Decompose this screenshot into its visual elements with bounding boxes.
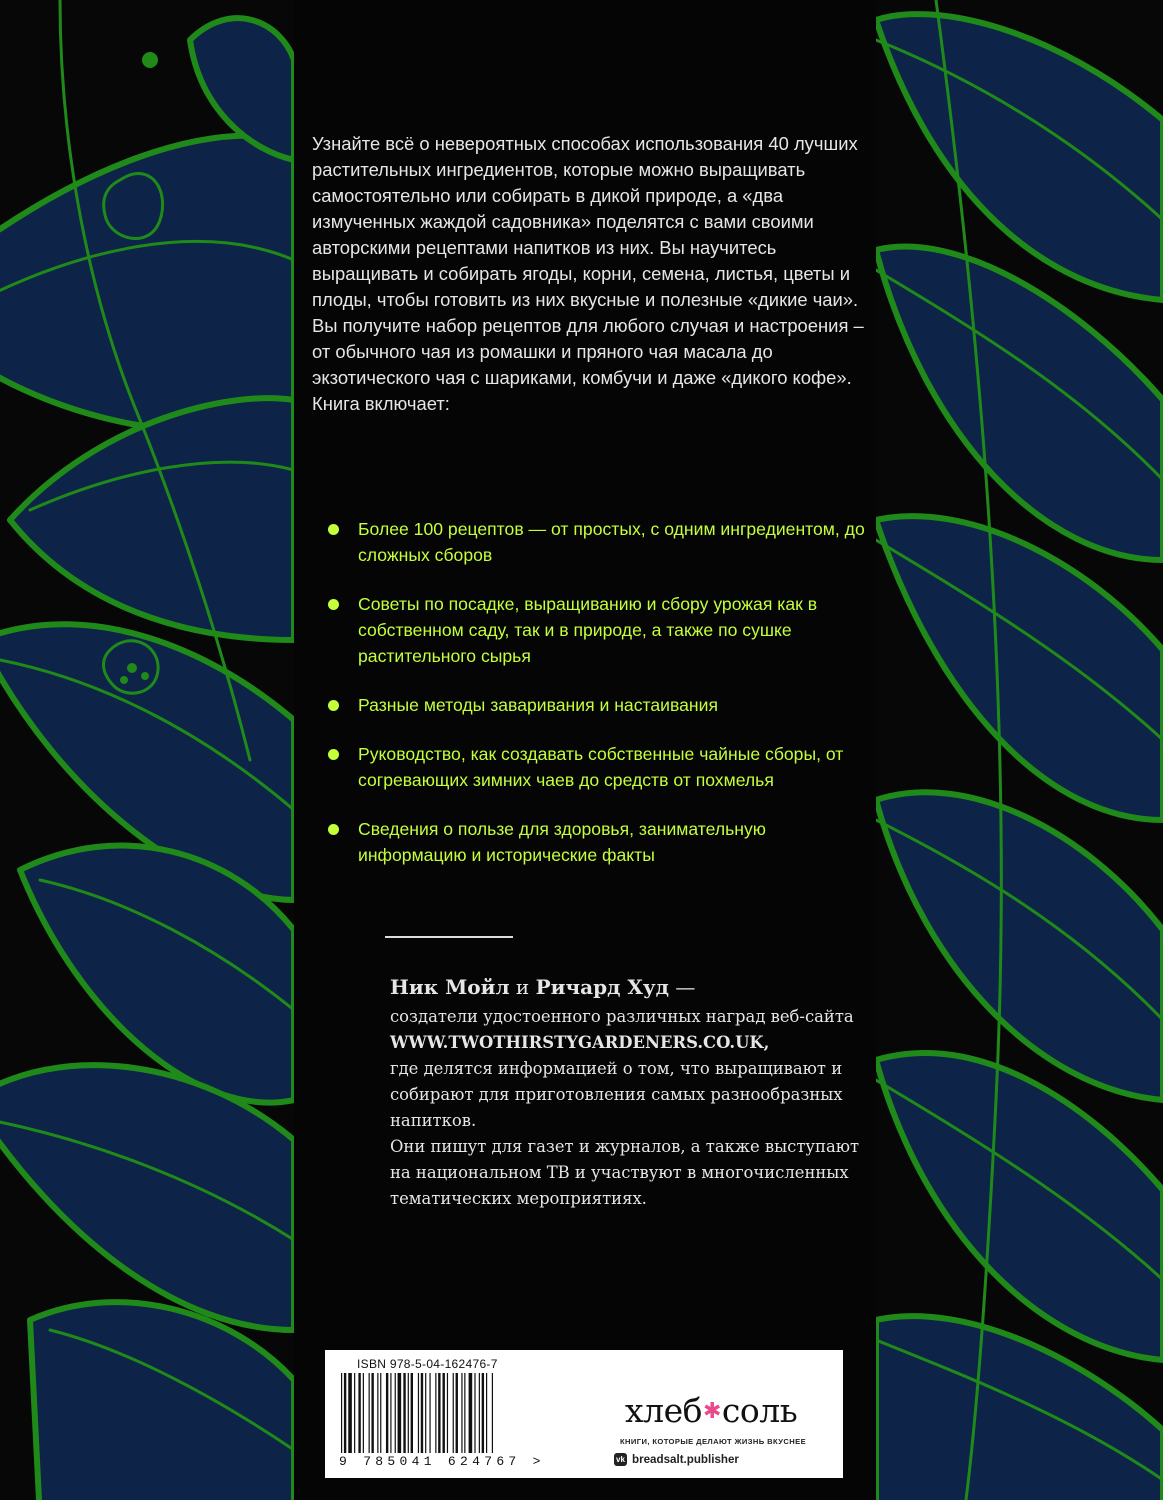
logo-word-left: хлеб bbox=[625, 1391, 702, 1430]
vk-icon: vk bbox=[614, 1453, 627, 1466]
authors-conjunction: и bbox=[509, 975, 536, 999]
authors-bio-text: Они пишут для газет и журналов, а также выступают на национальном ТВ и участвуют в многочисленных тематических мероприятиях. bbox=[390, 1137, 860, 1208]
feature-item: Советы по посадке, выращиванию и сбору урожая как в собственном саду, так и в природе, а также по сушке растительного сырья bbox=[328, 591, 868, 669]
description-paragraph-2: Вы получите набор рецептов для любого случая и настроения – от обычного чая из ромашки и пряного чая масала до экзотического чая с шариками, комбучи и даже «дикого кофе». Книга включает: bbox=[312, 315, 864, 414]
barcode bbox=[339, 1373, 564, 1453]
botanical-art-right bbox=[876, 0, 1163, 1500]
description-paragraph-1: Узнайте всё о невероятных способах использования 40 лучших растительных ингредиентов, которые можно выращивать самостоятельно или собирать в дикой природе, а «два измученных жаждой садовника» поделятся с вами своими авторскими рецептами напитков из них. Вы научитесь выращивать и собирать ягоды, корни, семена, листья, цветы и плоды, чтобы готовить из них вкусные и полезные «дикие чаи». bbox=[312, 133, 859, 310]
feature-item: Разные методы заваривания и настаивания bbox=[328, 692, 868, 718]
authors-bio bbox=[390, 972, 860, 1212]
divider bbox=[385, 936, 513, 938]
flower-icon: ✱ bbox=[702, 1399, 721, 1424]
logo-word-right: соль bbox=[721, 1391, 798, 1430]
isbn-number: ISBN 978-5-04-162476-7 bbox=[357, 1357, 498, 1371]
description bbox=[312, 131, 868, 417]
feature-item: Сведения о пользе для здоровья, занимательную информацию и исторические факты bbox=[328, 816, 868, 868]
author-name: Ричард Худ bbox=[535, 975, 670, 999]
publisher-tagline: КНИГИ, КОТОРЫЕ ДЕЛАЮТ ЖИЗНЬ ВКУСНЕЕ bbox=[620, 1437, 807, 1446]
publisher-social[interactable] bbox=[614, 1453, 739, 1466]
feature-item: Более 100 рецептов — от простых, с одним ингредиентом, до сложных сборов bbox=[328, 516, 868, 568]
features-list bbox=[328, 516, 868, 868]
publisher-logo bbox=[625, 1391, 797, 1430]
authors-names bbox=[390, 972, 860, 1002]
authors-dash: — bbox=[669, 975, 696, 999]
feature-item: Руководство, как создавать собственные чайные сборы, от согревающих зимних чаев до средств от похмелья bbox=[328, 741, 868, 793]
authors-bio-text: где делятся информацией о том, что выращивают и собирают для приготовления самых разнообразных напитков. bbox=[390, 1059, 843, 1130]
website-link[interactable]: WWW.TWOTHIRSTYGARDENERS.CO.UK, bbox=[390, 1033, 770, 1052]
barcode-digits: 9 785041 624767 > bbox=[339, 1454, 545, 1469]
botanical-art-left bbox=[0, 0, 294, 1500]
social-handle: breadsalt.publisher bbox=[632, 1453, 739, 1466]
author-name: Ник Мойл bbox=[390, 975, 510, 999]
authors-bio-text: создатели удостоенного различных наград веб-сайта bbox=[390, 1007, 854, 1026]
